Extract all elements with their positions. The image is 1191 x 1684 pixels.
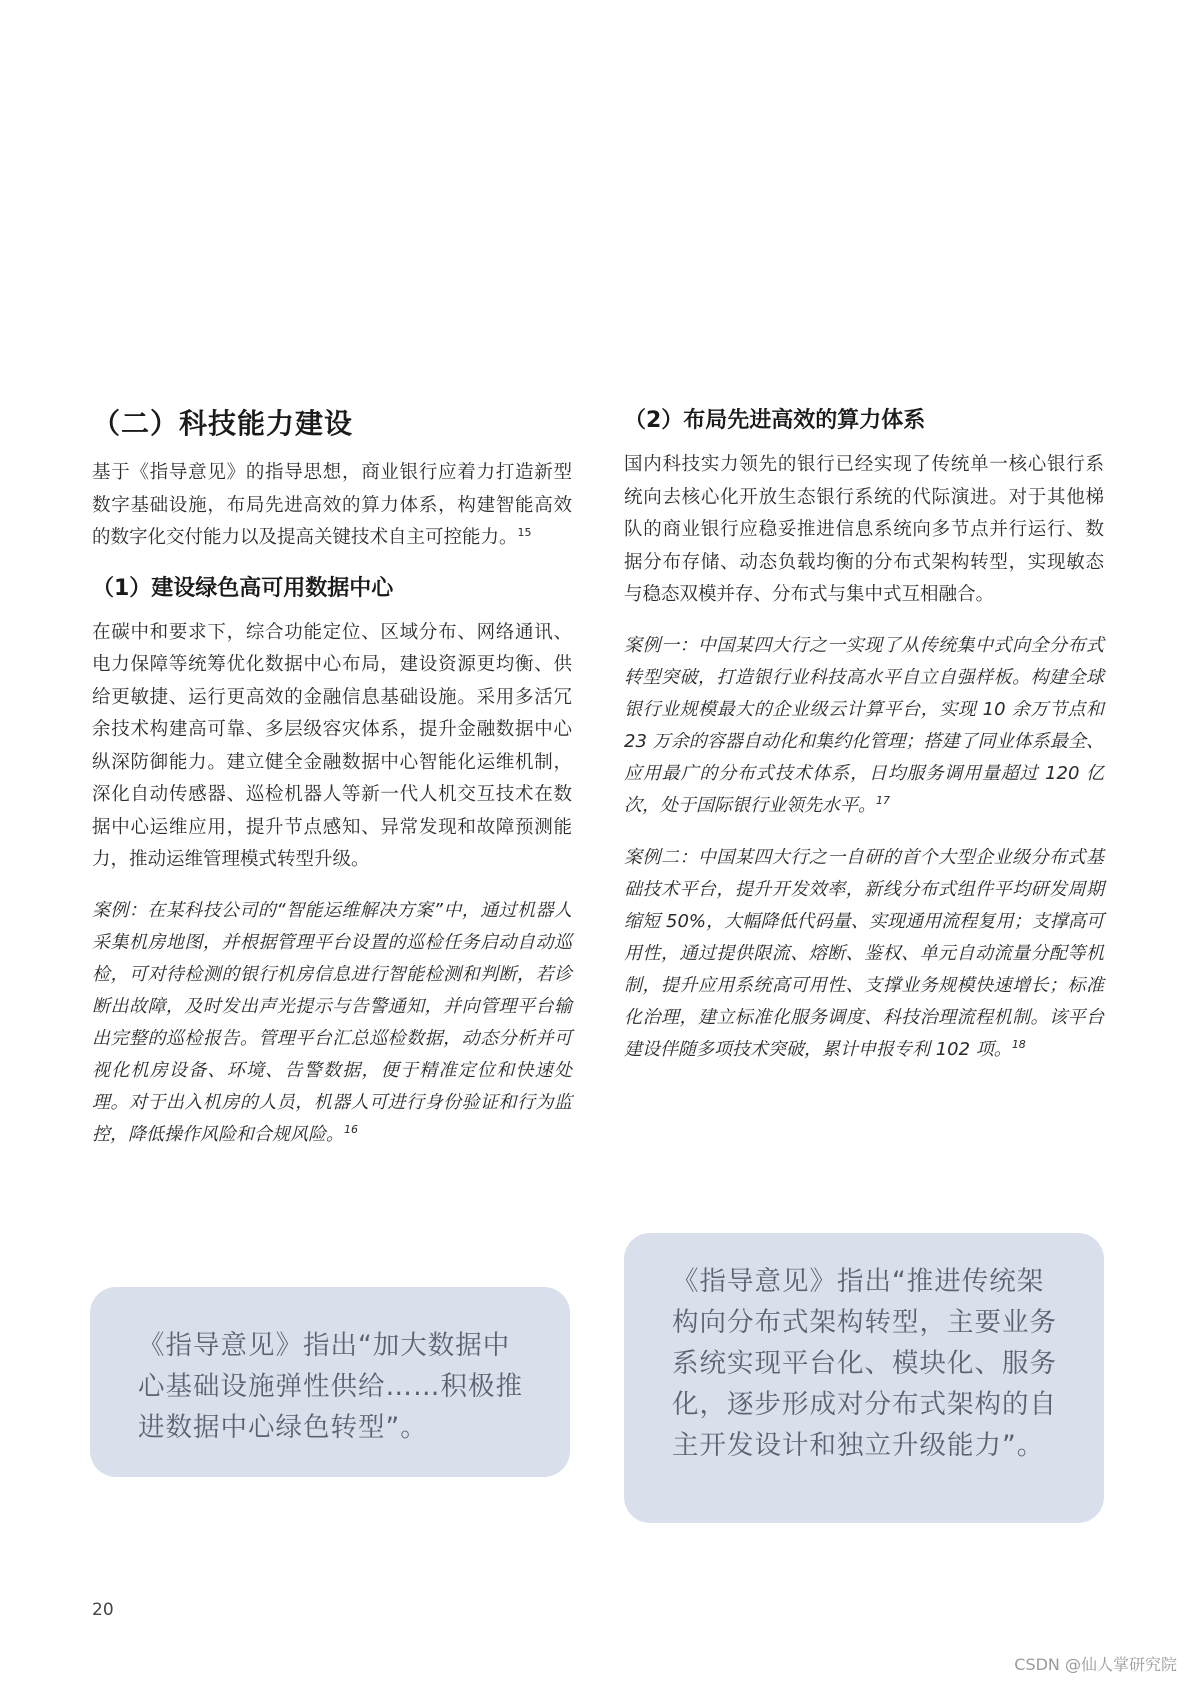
quote-box-left: 《指导意见》指出“加大数据中心基础设施弹性供给……积极推进数据中心绿色转型”。 xyxy=(90,1287,570,1477)
left-column xyxy=(92,405,572,1171)
footnote-16: 16 xyxy=(344,1122,358,1136)
footnote-17: 17 xyxy=(876,793,890,807)
watermark: CSDN @仙人掌研究院 xyxy=(1014,1655,1177,1674)
case-2-text: 案例二：中国某四大行之一自研的首个大型企业级分布式基础技术平台，提升开发效率，新线分布式组件平均研发周期缩短 50%，大幅降低代码量、实现通用流程复用；支撑高可用性，通过提供限流、熔断、鉴权、单元自动流量分配等机制，提升应用系统高可用性、支撑业务规模快速增长；标准化治理，建立标准化服务调度、科技治理流程机制。该平台建设伴随多项技术突破，累计申报专利 102 项。 xyxy=(624,846,1104,1060)
intro-text: 基于《指导意见》的指导思想，商业银行应着力打造新型数字基础设施，布局先进高效的算力体系，构建智能高效的数字化交付能力以及提高关键技术自主可控能力。 xyxy=(92,462,572,548)
case-text: 案例：在某科技公司的“智能运维解决方案”中，通过机器人采集机房地图，并根据管理平台设置的巡检任务启动自动巡检，可对待检测的银行机房信息进行智能检测和判断，若诊断出故障，及时发出声光提示与告警通知，并向管理平台输出完整的巡检报告。管理平台汇总巡检数据，动态分析并可视化机房设备、环境、告警数据，便于精准定位和快速处理。对于出入机房的人员，机器人可进行身份验证和行为监控，降低操作风险和合规风险。 xyxy=(92,899,572,1145)
subsection-2-body: 国内科技实力领先的银行已经实现了传统单一核心银行系统向去核心化开放生态银行系统的代际演进。对于其他梯队的商业银行应稳妥推进信息系统向多节点并行运行、数据分布存储、动态负载均衡的分布式架构转型，实现敏态与稳态双模并存、分布式与集中式互相融合。 xyxy=(624,454,1104,605)
page-number: 20 xyxy=(92,1600,114,1620)
quote-box-right: 《指导意见》指出“推进传统架构向分布式架构转型，主要业务系统实现平台化、模块化、服务化，逐步形成对分布式架构的自主开发设计和独立升级能力”。 xyxy=(624,1233,1104,1523)
subsection-1-title: （1）建设绿色高可用数据中心 xyxy=(92,575,394,601)
right-column xyxy=(624,405,1104,1086)
case-paragraph xyxy=(92,895,572,1151)
footnote-15: 15 xyxy=(517,525,532,539)
section-title: （二）科技能力建设 xyxy=(92,407,354,440)
footnote-18: 18 xyxy=(1011,1037,1026,1051)
case-1-paragraph xyxy=(624,630,1104,822)
case-2-paragraph xyxy=(624,842,1104,1066)
subsection-1-body: 在碳中和要求下，综合功能定位、区域分布、网络通讯、电力保障等统筹优化数据中心布局，建设资源更均衡、供给更敏捷、运行更高效的金融信息基础设施。采用多活冗余技术构建高可靠、多层级容灾体系，提升金融数据中心纵深防御能力。建立健全金融数据中心智能化运维机制，深化自动传感器、巡检机器人等新一代人机交互技术在数据中心运维应用，提升节点感知、异常发现和故障预测能力，推动运维管理模式转型升级。 xyxy=(92,621,572,870)
intro-paragraph xyxy=(92,457,572,555)
subsection-2-title: （2）布局先进高效的算力体系 xyxy=(624,408,926,433)
case-1-text: 案例一：中国某四大行之一实现了从传统集中式向全分布式转型突破，打造银行业科技高水平自立自强样板。构建全球银行业规模最大的企业级云计算平台，实现 10 余万节点和 23 万余的容器自动化和集约化管理；搭建了同业体系最全、应用最广的分布式技术体系，日均服务调用量超过 120 亿次，处于国际银行业领先水平。 xyxy=(624,634,1104,816)
